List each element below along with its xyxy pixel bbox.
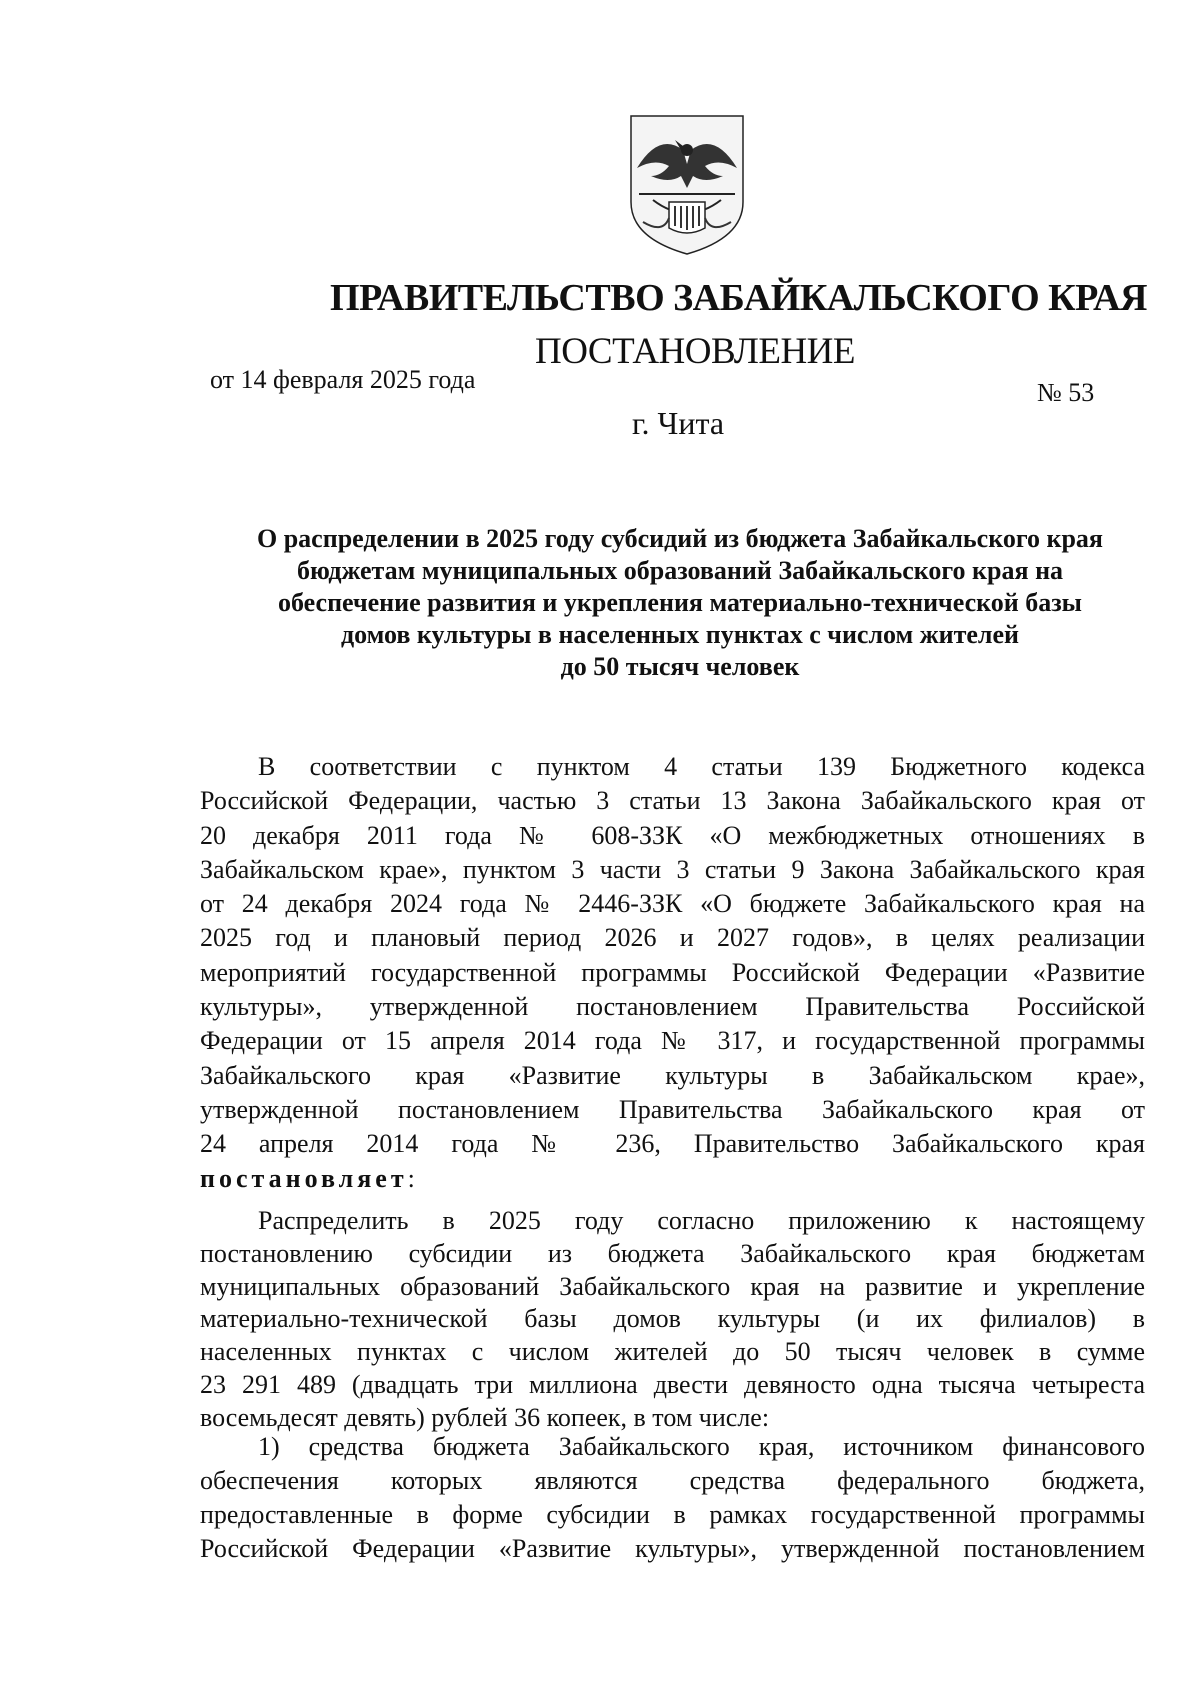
text-line: 20 декабря 2011 года № 608-ЗЗК «О межбюджетных отношениях в: [200, 820, 1145, 850]
text-line: Забайкальском крае», пунктом 3 части 3 статьи 9 Закона Забайкальского края: [200, 854, 1145, 884]
document-date: от 14 февраля 2025 года: [210, 365, 476, 394]
text-line: 24 апреля 2014 года № 236, Правительство Забайкальского края: [200, 1129, 1145, 1159]
preamble-paragraph: [200, 750, 1145, 1196]
text-line: материально-технической базы домов культуры (и их филиалов) в: [200, 1304, 1145, 1334]
text-line: культуры», утвержденной постановлением Правительства Российской: [200, 992, 1145, 1022]
text-line: 23 291 489 (двадцать три миллиона двести девяносто одна тысяча четыреста: [200, 1369, 1145, 1399]
text-line: Забайкальского края «Развитие культуры в Забайкальском крае»,: [200, 1060, 1145, 1090]
resolves-text: постановляет: [200, 1163, 408, 1193]
title-line: бюджетам муниципальных образований Забайкальского края на: [296, 556, 1064, 585]
text-line: 1) средства бюджета Забайкальского края, источником финансового: [258, 1432, 1145, 1461]
resolution-paragraph: [200, 1205, 1145, 1435]
coat-of-arms-icon: [623, 110, 751, 260]
document-title: [200, 523, 1160, 683]
text-line: 2025 год и плановый период 2026 и 2027 годов», в целях реализации: [200, 923, 1145, 953]
list-item-paragraph: [200, 1430, 1145, 1566]
text-line: муниципальных образований Забайкальского края на развитие и укрепление: [200, 1271, 1145, 1301]
text-line: населенных пунктах с числом жителей до 50 тысяч человек в сумме: [200, 1337, 1145, 1367]
title-line: домов культуры в населенных пунктах с числом жителей: [340, 620, 1020, 649]
document-type: ПОСТАНОВЛЕНИЕ: [535, 331, 855, 372]
text-line: восемьдесят девять) рублей 36 копеек, в том числе:: [200, 1402, 770, 1432]
title-line: обеспечение развития и укрепления материально-технической базы: [278, 588, 1082, 617]
text-line: Российской Федерации, частью 3 статьи 13 Закона Забайкальского края от: [200, 786, 1145, 816]
text-line: Федерации от 15 апреля 2014 года № 317, и государственной программы: [200, 1026, 1145, 1056]
text-line: В соответствии с пунктом 4 статьи 139 Бюджетного кодекса: [258, 752, 1145, 781]
title-line: О распределении в 2025 году субсидий из бюджета Забайкальского края: [256, 524, 1103, 553]
text-line: обеспечения которых являются средства федерального бюджета,: [200, 1466, 1145, 1495]
text-line: Распределить в 2025 году согласно приложению к настоящему: [258, 1206, 1145, 1235]
text-line: постановлению субсидии из бюджета Забайкальского края бюджетам: [200, 1238, 1145, 1268]
government-name: ПРАВИТЕЛЬСТВО ЗАБАЙКАЛЬСКОГО КРАЯ: [330, 277, 1147, 319]
title-line: до 50 тысяч человек: [560, 652, 800, 681]
document-city: г. Чита: [632, 405, 725, 441]
text-line: утвержденной постановлением Правительства Забайкальского края от: [200, 1094, 1145, 1124]
text-line: от 24 декабря 2024 года № 2446-ЗЗК «О бюджете Забайкальского края на: [200, 889, 1145, 919]
resolution-word: [200, 1162, 1145, 1196]
resolves-colon: :: [407, 1163, 415, 1193]
document-number: № 53: [1037, 378, 1095, 407]
text-line: Российской Федерации «Развитие культуры», утвержденной постановлением: [200, 1534, 1145, 1563]
text-line: предоставленные в форме субсидии в рамках государственной программы: [200, 1500, 1145, 1529]
text-line: мероприятий государственной программы Российской Федерации «Развитие: [200, 957, 1145, 987]
